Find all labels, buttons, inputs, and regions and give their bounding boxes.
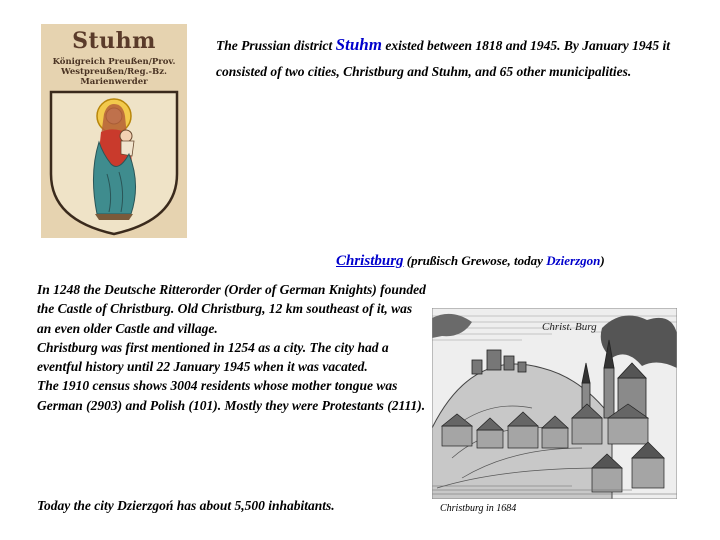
dzierzgon-name: Dzierzgon: [546, 253, 601, 268]
history-paragraph: In 1248 the Deutsche Ritterorder (Order of German Knights) founded the Castle of Christburg. Old Christburg, 12 km southeast of it, was an even older Castle and village.: [37, 282, 426, 336]
stuhm-coat-of-arms-card: [41, 24, 187, 238]
intro-paragraph: [216, 32, 676, 85]
heading-close: ): [600, 253, 605, 268]
coat-of-arms-title: Stuhm: [72, 28, 156, 54]
intro-suffix: existed between 1818 and 1945. By January 1945 it consisted of two cities, Christburg and Stuhm, and 65 other municipalities.: [216, 38, 670, 79]
engraving-caption: Christburg in 1684: [440, 503, 517, 514]
christburg-1684-engraving: [432, 308, 677, 499]
engraving-image: [432, 308, 677, 499]
history-paragraph: The 1910 census shows 3004 residents whose mother tongue was German (2903) and Polish (101). Mostly they were Protestants (2111).: [37, 378, 426, 413]
population-today-text: Today the city Dzierzgoń has about 5,500 inhabitants.: [37, 498, 335, 513]
heading-middle: (prußisch Grewose, today: [403, 253, 547, 268]
coat-of-arms-shield-image: [41, 24, 187, 238]
christburg-history-text: [37, 280, 427, 415]
engraving-inscription: Christ. Burg: [542, 321, 597, 333]
christburg-link[interactable]: Christburg: [336, 253, 404, 269]
intro-prefix: The Prussian district: [216, 38, 336, 53]
christburg-heading: [336, 253, 716, 270]
stuhm-district-name: Stuhm: [335, 35, 382, 54]
coat-of-arms-subtitle: Königreich Preußen/Prov. Westpreußen/Reg.-Bz. Marienwerder: [52, 57, 176, 87]
history-paragraph: Christburg was first mentioned in 1254 as a city. The city had a eventful history until 22 January 1945 when it was vacated.: [37, 339, 389, 375]
